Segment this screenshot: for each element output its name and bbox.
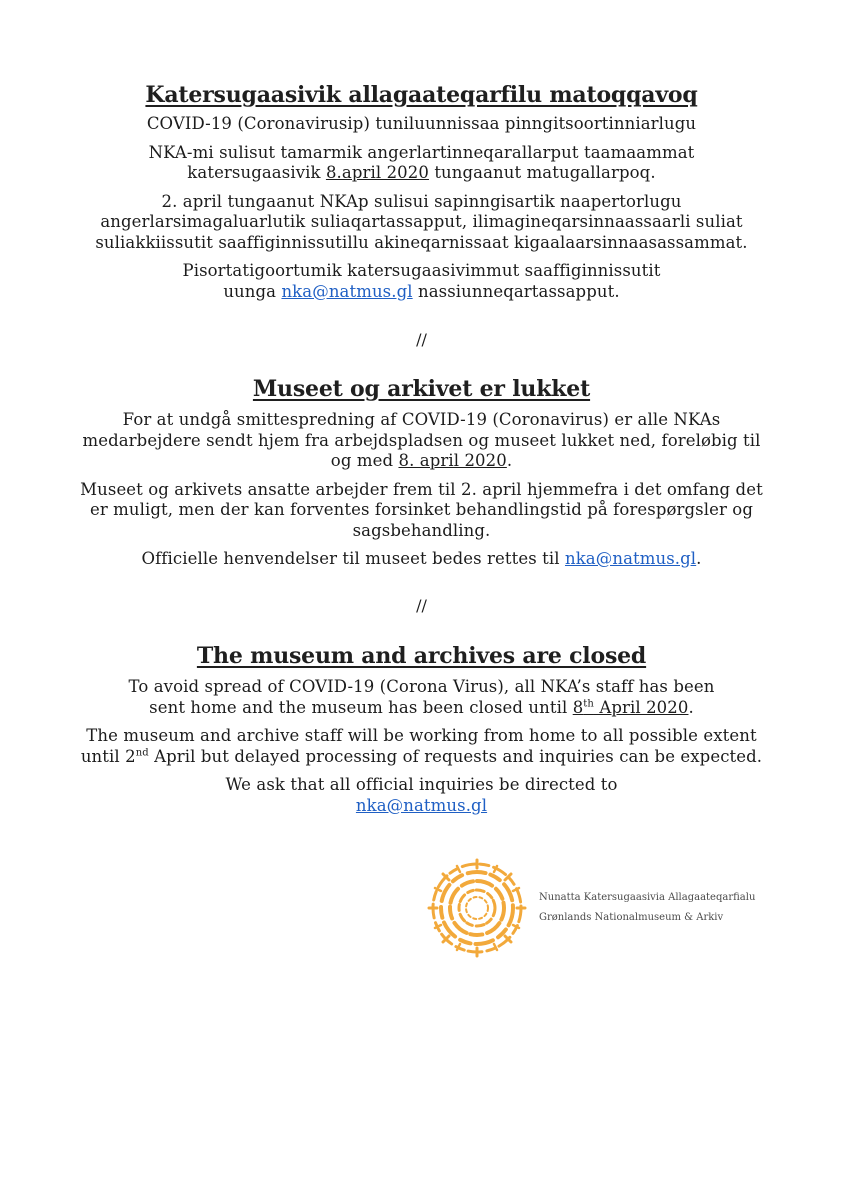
en-p2-pre: until 2 [80,746,136,766]
da-p1-line1: For at undgå smittespredning af COVID-19 (Coronavirus) er alle NKAs [122,410,721,429]
separator-2: // [416,596,427,615]
heading-english: The museum and archives are closed [196,643,647,669]
da-paragraph-2 [0,480,843,542]
en-p2-post: April but delayed processing of requests and inquiries can be expected. [148,746,763,766]
en-p1-pre: sent home and the museum has been closed until [149,697,573,717]
gl-p4-post: nassiunneqartassapput. [412,281,620,301]
en-p1-date [573,698,689,717]
da-p1-date: 8. april 2020 [398,451,507,470]
da-p3-post: . [696,549,702,568]
en-p1-date-month: April 2020 [593,697,689,717]
gl-p4-pre: uunga [223,281,282,301]
logo-line-1: Nunatta Katersugaasivia Allagaateqarfialu [539,892,756,903]
gl-paragraph-1: COVID-19 (Coronavirusip) tuniluunnissaa pinngitsoortinniarlugu [146,114,697,133]
da-p1-post: . [506,451,513,470]
da-p2-line2: er muligt, men der kan forventes forsinket behandlingstid på forespørgsler og [89,500,754,519]
en-p3-line1: We ask that all official inquiries be directed to [225,775,618,794]
da-p1-pre: og med [330,451,399,470]
section-danish [0,376,843,570]
separator-1: // [416,330,427,349]
sun-emblem-icon [427,858,527,958]
logo-line-2: Grønlands Nationalmuseum & Arkiv [539,912,724,923]
en-paragraph-2 [0,726,843,767]
gl-paragraph-4 [0,261,843,302]
heading-greenlandic: Katersugaasivik allagaateqarfilu matoqqavoq [145,82,698,108]
gl-p3-line3: suliakkiissutit saaffiginnissutillu akineqarnissaat kigaalaarsinnaasassammat. [95,232,748,252]
gl-email-link[interactable]: nka@natmus.gl [281,281,413,301]
gl-p2-post: tungaanut matugallarpoq. [428,163,656,182]
da-p2-line1: Museet og arkivets ansatte arbejder frem til 2. april hjemmefra i det omfang det [80,479,763,499]
section-greenlandic [0,82,843,302]
gl-p2-date: 8.april 2020 [325,163,429,182]
da-p2-line3: sagsbehandling. [352,520,491,540]
section-english [0,643,843,816]
gl-p2-pre: katersugaasivik [187,163,326,182]
en-email-link[interactable]: nka@natmus.gl [355,795,488,815]
gl-paragraph-2 [0,143,843,184]
en-p1-date-sup: th [583,698,594,709]
en-paragraph-1 [0,677,843,718]
gl-p2-line1: NKA-mi sulisut tamarmik angerlartinneqarallarput taamaammat [148,142,695,162]
da-paragraph-3 [0,549,843,570]
gl-p3-line2: angerlarsimagaluarlutik suliaqartassapput, ilimagineqarsinnaassaarli suliat [100,212,743,231]
gl-paragraph-3 [0,192,843,254]
en-p1-line1: To avoid spread of COVID-19 (Corona Virus), all NKA’s staff has been [128,677,715,696]
da-email-link[interactable]: nka@natmus.gl [564,549,697,568]
da-paragraph-1 [0,410,843,472]
gl-p4-line1: Pisortatigoortumik katersugaasivimmut saaffiginnissutit [182,261,661,280]
en-paragraph-3 [0,775,843,816]
da-p3-pre: Officielle henvendelser til museet bedes rettes til [141,549,565,568]
en-p2-line1: The museum and archive staff will be working from home to all possible extent [86,726,757,745]
en-p2-sup: nd [135,747,149,758]
en-p1-date-num: 8 [572,697,584,717]
heading-danish: Museet og arkivet er lukket [252,376,591,402]
en-p1-post: . [688,697,694,717]
logo-text [539,888,755,928]
museum-logo [427,856,777,960]
da-p1-line2: medarbejdere sendt hjem fra arbejdspladsen og museet lukket ned, foreløbig til [82,430,761,450]
gl-p3-line1: 2. april tungaanut NKAp sulisui sapinngisartik naapertorlugu [161,191,682,211]
